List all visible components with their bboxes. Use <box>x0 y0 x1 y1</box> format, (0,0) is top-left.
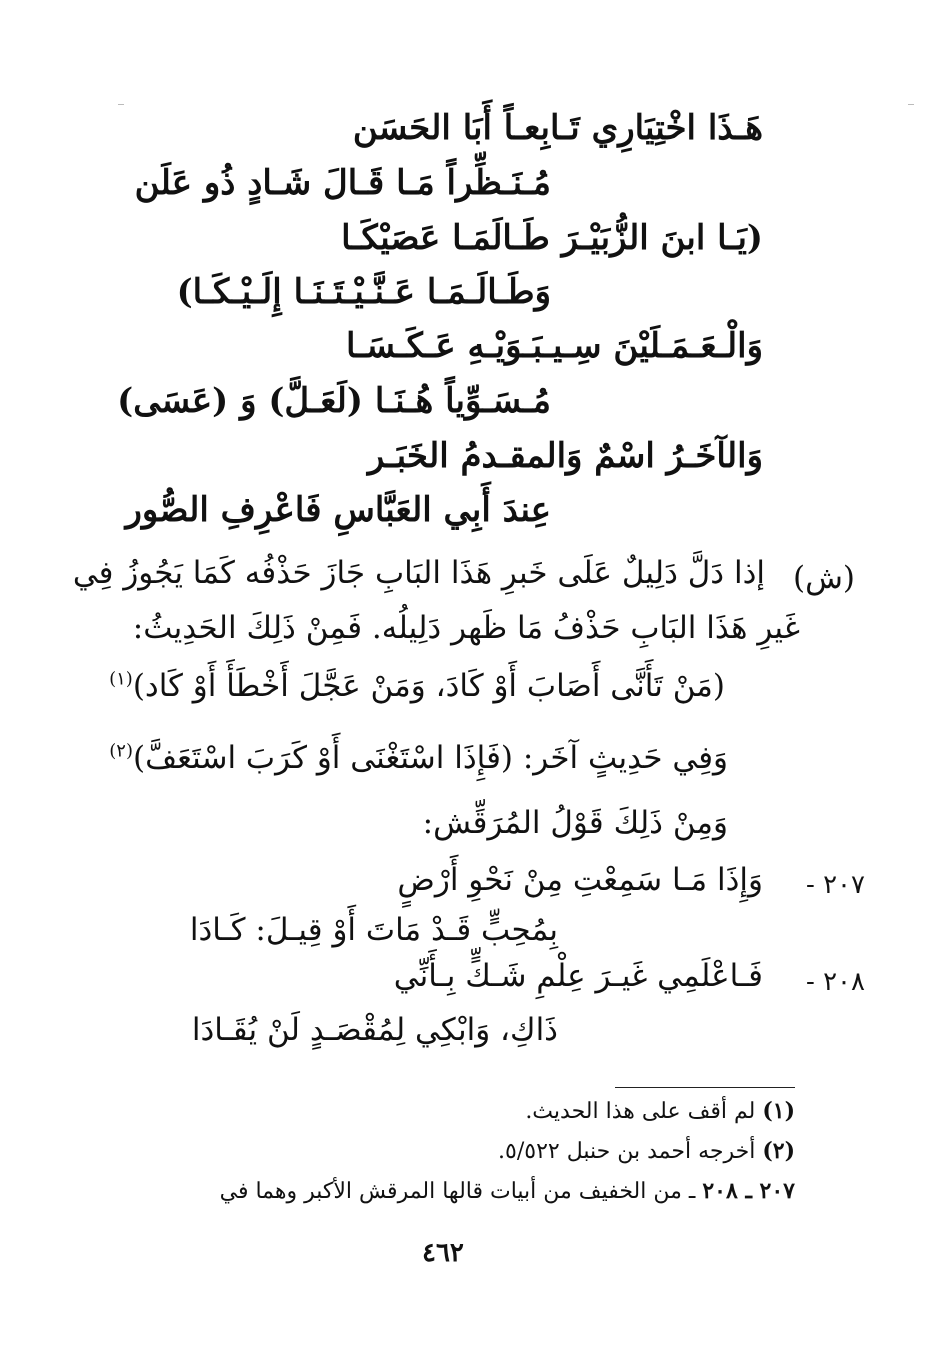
footnote-number: (١) <box>762 1098 795 1124</box>
verse-hemistich: فَـاعْلَمِي غَيـرَ عِلْمِ شَـكٍّ بِـأَنِّي <box>393 958 763 994</box>
margin-mark <box>908 104 914 105</box>
hadith-text: وَفِي حَدِيثٍ آخَر: (فَإِذَا اسْتَغْنَى أَوْ كَرَبَ اسْتَعَفَّ) <box>132 740 728 776</box>
footnote <box>525 1098 795 1124</box>
footnote-ref: (١) <box>109 668 133 690</box>
poem-line: وَطَـالَـمَـا عَـنَّـيْـتَـنَـا إِلَـيْـكَـا) <box>176 272 551 312</box>
hadith-text: (مَنْ تَأَنَّى أَصَابَ أَوْ كَادَ، وَمَنْ عَجَّلَ أَخْطَأَ أَوْ كَاد) <box>132 668 725 704</box>
poem-line: وَالْـعَـمَـلَيْنَ سِـيـبَـوَيْـهِ عَـكَـسَـا <box>346 326 763 366</box>
commentary-line: غَيرِ هَذَا البَابِ حَذْفُ مَا ظَهر دَلِيلُه. فَمِنْ ذَلِكَ الحَدِيثُ: <box>132 610 800 646</box>
verse-hemistich: ذَاكِ، وَابْكِي لِمُقْصَـدٍ لَنْ يُقَـادَا <box>191 1012 558 1048</box>
footnote-text: لم أقف على هذا الحديث. <box>525 1099 756 1124</box>
verse-hemistich: بِمُحِبٍّ قَـدْ مَاتَ أَوْ قِيـلَ: كَـادَا <box>189 912 558 948</box>
commentary-line: إذا دَلَّ دَلِيلٌ عَلَى خَبرِ هَذَا البَابِ جَازَ حَذْفُه كَمَا يَجُوزُ فِي <box>72 555 765 591</box>
poem-line: مُـنَـظِّراً مَـا قَـالَ شَـادٍ ذُو عَلَن <box>134 163 551 203</box>
poem-line: مُـسَـوِّياً هُـنَـا (لَعَـلَّ) وَ (عَسَى) <box>117 381 551 421</box>
footnote <box>498 1138 795 1164</box>
verse-number: ٢٠٧ - <box>806 870 865 900</box>
commentary-marker: (ش) <box>792 560 855 596</box>
footnote-text: أخرجه أحمد بن حنبل ٥/٥٢٢. <box>498 1139 756 1164</box>
poem-line: وَالآخَـرُ اسْمٌ وَالمقـدمُ الخَبَـر <box>367 436 763 476</box>
footnote-number: ٢٠٧ ـ ٢٠٨ <box>702 1178 795 1204</box>
page-number: ٤٦٢ <box>422 1238 464 1268</box>
footnote-ref: (٢) <box>109 740 133 762</box>
hadith-quote <box>109 668 725 704</box>
hadith-quote <box>109 740 728 776</box>
verse-hemistich: وَإِذَا مَـا سَمِعْتِ مِنْ نَحْوِ أَرْضٍ <box>397 862 763 898</box>
footnote-separator <box>615 1087 795 1088</box>
poem-line: عِندَ أَبِي العَبَّاسِ فَاعْرِفِ الصُّور <box>125 490 551 530</box>
footnote-text: ـ من الخفيف من أبيات قالها المرقش الأكبر وهما في <box>219 1179 696 1204</box>
verse-number: ٢٠٨ - <box>806 967 865 997</box>
poem-line: هَـذَا اخْتِيَارِي تَـابِعـاً أَبَا الحَسَن <box>352 108 763 148</box>
verse-intro: وَمِنْ ذَلِكَ قَوْلُ المُرَقِّش: <box>422 805 728 841</box>
margin-mark <box>118 104 124 105</box>
footnote-number: (٢) <box>762 1138 795 1164</box>
poem-line: (يَـا ابنَ الزُّبَيْـرَ طَـالَمَـا عَصَيْكَـا <box>341 218 763 258</box>
footnote <box>220 1178 795 1204</box>
